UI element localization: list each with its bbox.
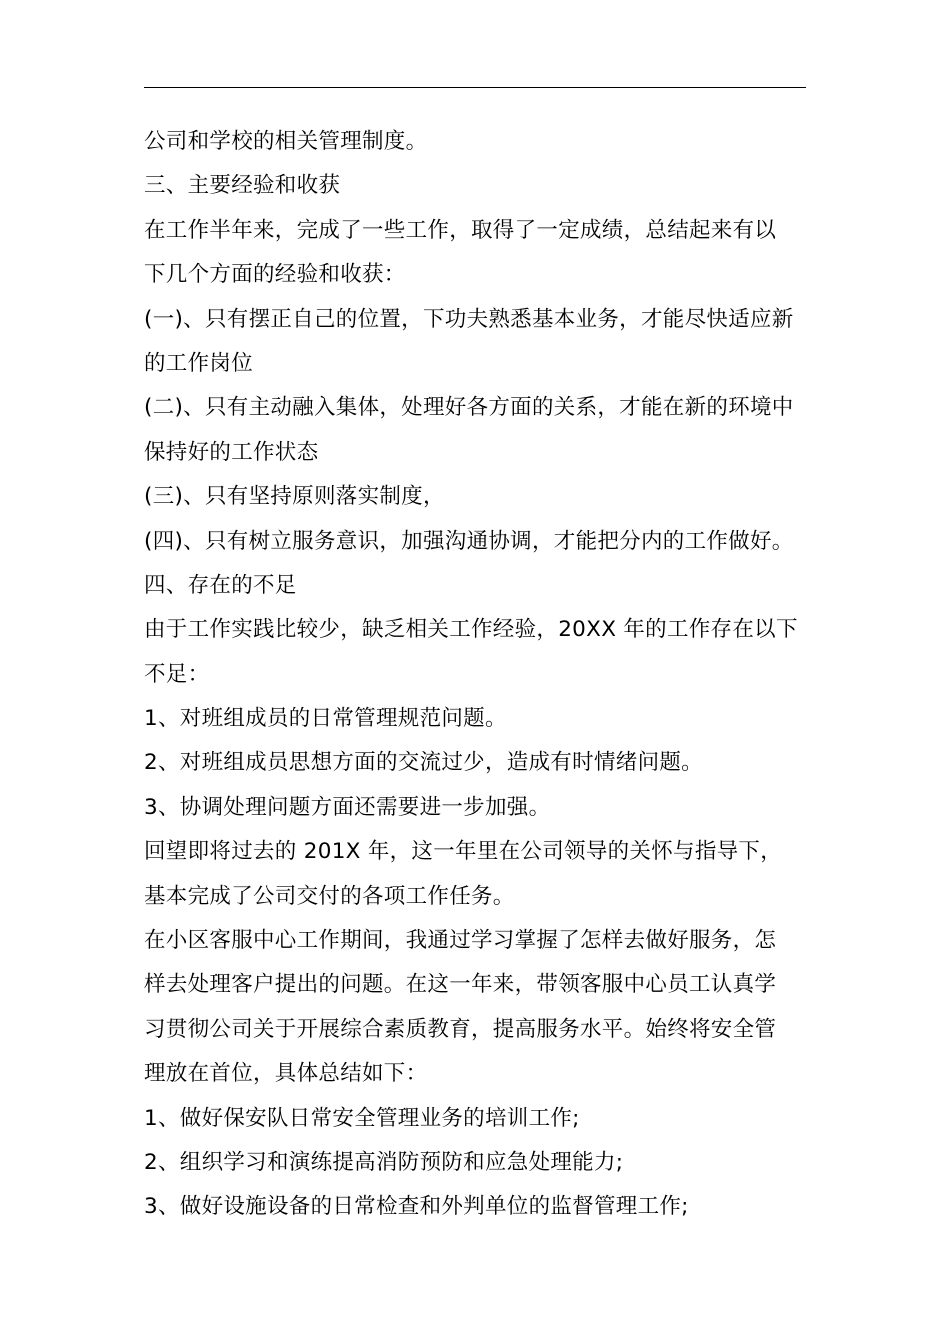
text-line: 在工作半年来，完成了一些工作，取得了一定成绩，总结起来有以 [144,217,777,243]
text-line: 公司和学校的相关管理制度。 [144,129,428,154]
header-rule [144,87,806,88]
list-item: (四)、只有树立服务意识，加强沟通协调，才能把分内的工作做好。 [144,528,794,554]
list-item: (一)、只有摆正自己的位置，下功夫熟悉基本业务，才能尽快适应新 [144,306,794,332]
list-item: 2、对班组成员思想方面的交流过少，造成有时情绪问题。 [144,750,703,776]
text-line: 理放在首位，具体总结如下： [144,1061,428,1087]
text-line: 下几个方面的经验和收获： [144,262,406,288]
list-item: 3、协调处理问题方面还需要进一步加强。 [144,794,551,820]
list-item: (三)、只有坚持原则落实制度， [144,484,445,510]
section-heading: 三、主要经验和收获 [144,173,341,199]
text-line: 的工作岗位 [144,350,254,376]
text-line: 由于工作实践比较少，缺乏相关工作经验，20XX 年的工作存在以下 [144,617,798,643]
section-heading: 四、存在的不足 [144,572,297,598]
text-line: 回望即将过去的 201X 年，这一年里在公司领导的关怀与指导下， [144,839,783,865]
text-line: 样去处理客户提出的问题。在这一年来，带领客服中心员工认真学 [144,972,777,998]
document-body [144,120,812,1230]
list-item: 1、对班组成员的日常管理规范问题。 [144,706,507,732]
list-item: 2、组织学习和演练提高消防预防和应急处理能力; [144,1149,624,1175]
list-item: 1、做好保安队日常安全管理业务的培训工作; [144,1105,580,1131]
text-line: 在小区客服中心工作期间，我通过学习掌握了怎样去做好服务，怎 [144,928,777,954]
text-line: 不足： [144,661,210,687]
list-item: 3、做好设施设备的日常检查和外判单位的监督管理工作; [144,1194,689,1220]
list-item: (二)、只有主动融入集体，处理好各方面的关系，才能在新的环境中 [144,395,794,421]
text-line: 保持好的工作状态 [144,439,319,465]
text-line: 基本完成了公司交付的各项工作任务。 [144,883,515,909]
text-line: 习贯彻公司关于开展综合素质教育，提高服务水平。始终将安全管 [144,1016,777,1042]
